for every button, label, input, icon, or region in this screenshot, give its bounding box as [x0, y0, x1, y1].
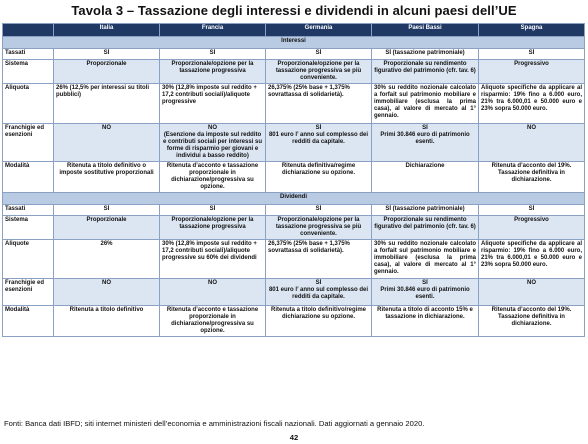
section-header-dividendi: Dividendi — [3, 193, 585, 205]
sources-footnote: Fonti: Banca dati IBFD; siti internet ministeri dell’economia e amministrazioni fiscali nazionali. Dati aggiornati a gennaio 2020. — [4, 419, 425, 428]
cell-francia: NO — [160, 279, 266, 306]
cell-germania: SÌ 801 euro l’ anno sul complesso dei redditi da capitale. — [266, 124, 372, 162]
row-label-aliquote: Aliquote — [3, 240, 54, 279]
cell-francia: Ritenuta d’acconto e tassazione proporzionale in dichiarazione/progressiva su opzione. — [160, 306, 266, 337]
cell-italia: Proporzionale — [54, 60, 160, 84]
country-header-paesi-bassi: Paesi Bassi — [372, 24, 479, 37]
cell-paesi-bassi: 30% su reddito nozionale calcolato a forfait sul patrimonio mobiliare e immobiliare (esclusa la prima casa), al valore di mercato al 1° gennaio. — [372, 84, 479, 124]
row-label-sistema: Sistema — [3, 60, 54, 84]
table-row — [3, 124, 585, 162]
cell-spagna: Aliquote specifiche da applicare al risparmio: 19% fino a 6.000 euro, 21% tra 6.000,01 e 50.000 euro e 23% sopra 50.000 euro. — [479, 84, 585, 124]
cell-germania: SÌ — [266, 49, 372, 60]
cell-francia: SÌ — [160, 205, 266, 216]
cell-spagna: NO — [479, 124, 585, 162]
cell-germania: Ritenuta definitiva/regime dichiarazione su opzione. — [266, 162, 372, 193]
cell-paesi-bassi: 30% su reddito nozionale calcolato a forfait sul patrimonio mobiliare e immobiliare (esclusa la prima casa), al valore di mercato al 1° gennaio. — [372, 240, 479, 279]
cell-spagna: Ritenuta d’acconto del 19%. Tassazione definitiva in dichiarazione. — [479, 306, 585, 337]
cell-spagna: Progressivo — [479, 216, 585, 240]
table-row — [3, 60, 585, 84]
row-label-franchigie-ed-esenzioni: Franchigie ed esenzioni — [3, 279, 54, 306]
row-label-modalita: Modalità — [3, 306, 54, 337]
tax-comparison-table — [2, 23, 585, 337]
cell-germania: SÌ 801 euro l’ anno sul complesso dei redditi da capitale. — [266, 279, 372, 306]
cell-francia: Proporzionale/opzione per la tassazione progressiva — [160, 60, 266, 84]
cell-paesi-bassi: SÌ Primi 30.846 euro di patrimonio esenti. — [372, 279, 479, 306]
row-label-aliquota: Aliquota — [3, 84, 54, 124]
table-row — [3, 49, 585, 60]
country-header-germania: Germania — [266, 24, 372, 37]
row-label-tassati: Tassati — [3, 49, 54, 60]
cell-spagna: SÌ — [479, 49, 585, 60]
cell-spagna: Aliquote specifiche da applicare al risparmio: 19% fino a 6.000 euro, 21% tra 6.000,01 e 50.000 euro e 23% sopra 50.000 euro. — [479, 240, 585, 279]
cell-germania: SÌ — [266, 205, 372, 216]
cell-italia: SÌ — [54, 205, 160, 216]
cell-paesi-bassi: Proporzionale su rendimento figurativo del patrimonio (cfr. tav. 6) — [372, 60, 479, 84]
cell-paesi-bassi: Dichiarazione — [372, 162, 479, 193]
cell-germania: Proporzionale/opzione per la tassazione progressiva se più conveniente. — [266, 60, 372, 84]
cell-germania: Proporzionale/opzione per la tassazione progressiva se più conveniente. — [266, 216, 372, 240]
cell-spagna: Ritenuta d’acconto del 19%. Tassazione definitiva in dichiarazione. — [479, 162, 585, 193]
country-header-francia: Francia — [160, 24, 266, 37]
cell-francia: Proporzionale/opzione per la tassazione progressiva — [160, 216, 266, 240]
header-corner — [3, 24, 54, 37]
table-row — [3, 205, 585, 216]
section-header-row — [3, 37, 585, 49]
cell-francia: SÌ — [160, 49, 266, 60]
cell-francia: 30% (12,8% imposte sul reddito + 17,2 contributi sociali)/aliquote progressive su 60% dei dividendi — [160, 240, 266, 279]
table-row — [3, 84, 585, 124]
table-row — [3, 306, 585, 337]
cell-italia: SÌ — [54, 49, 160, 60]
table-row — [3, 279, 585, 306]
table-row — [3, 162, 585, 193]
cell-italia: NO — [54, 279, 160, 306]
cell-germania: 26,375% (25% base + 1,375% sovrattassa di solidarietà). — [266, 84, 372, 124]
cell-paesi-bassi: Proporzionale su rendimento figurativo del patrimonio (cfr. tav. 6) — [372, 216, 479, 240]
country-header-spagna: Spagna — [479, 24, 585, 37]
country-header-row — [3, 24, 585, 37]
cell-spagna: NO — [479, 279, 585, 306]
cell-francia: NO (Esenzione da imposte sul reddito e contributi sociali per interessi su forme di risparmio per giovani e individui a basso reddito) — [160, 124, 266, 162]
section-header-interessi: Interessi — [3, 37, 585, 49]
country-header-italia: Italia — [54, 24, 160, 37]
cell-paesi-bassi: Ritenuta a titolo di acconto 15% e tassazione in dichiarazione. — [372, 306, 479, 337]
table-row — [3, 216, 585, 240]
cell-paesi-bassi: SÌ (tassazione patrimoniale) — [372, 205, 479, 216]
cell-italia: 26% — [54, 240, 160, 279]
cell-germania: Ritenuta a titolo definitivo/regime dichiarazione su opzione. — [266, 306, 372, 337]
row-label-sistema: Sistema — [3, 216, 54, 240]
cell-italia: NO — [54, 124, 160, 162]
cell-spagna: SÌ — [479, 205, 585, 216]
row-label-franchigie-ed-esenzioni: Franchigie ed esenzioni — [3, 124, 54, 162]
table-row — [3, 240, 585, 279]
page-number: 42 — [289, 433, 299, 442]
cell-francia: Ritenuta d’acconto e tassazione proporzionale in dichiarazione/progressiva su opzione. — [160, 162, 266, 193]
section-header-row — [3, 193, 585, 205]
row-label-modalita: Modalità — [3, 162, 54, 193]
cell-italia: Ritenuta a titolo definitivo — [54, 306, 160, 337]
cell-italia: Proporzionale — [54, 216, 160, 240]
table-title: Tavola 3 – Tassazione degli interessi e dividendi in alcuni paesi dell’UE — [71, 3, 517, 18]
cell-italia: 26% (12,5% per interessi su titoli pubblici) — [54, 84, 160, 124]
row-label-tassati: Tassati — [3, 205, 54, 216]
cell-francia: 30% (12,8% imposte sul reddito + 17,2 contributi sociali)/aliquote progressive — [160, 84, 266, 124]
cell-paesi-bassi: SÌ Primi 30.846 euro di patrimonio esenti. — [372, 124, 479, 162]
cell-spagna: Progressivo — [479, 60, 585, 84]
cell-italia: Ritenuta a titolo definitivo o imposte sostitutive proporzionali — [54, 162, 160, 193]
cell-germania: 26,375% (25% base + 1,375% sovrattassa di solidarietà). — [266, 240, 372, 279]
cell-paesi-bassi: SÌ (tassazione patrimoniale) — [372, 49, 479, 60]
